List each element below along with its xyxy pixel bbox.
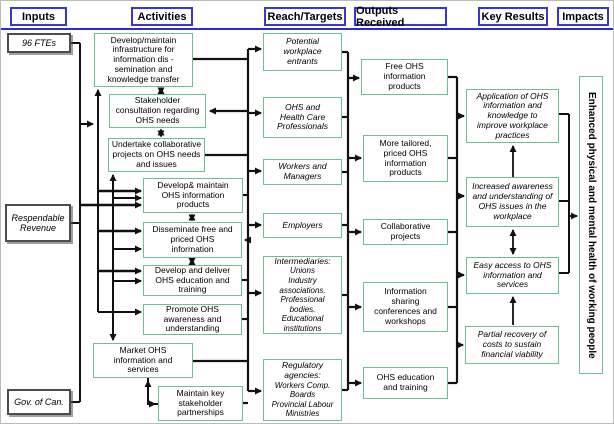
reach-box-workers-managers: Workers and Managers: [263, 159, 342, 185]
key-result-box-application: Application of OHS information and knowledge to improve workplace practices: [466, 89, 559, 143]
input-box-gov-of-can: Gov. of Can.: [7, 389, 71, 415]
activity-box-partnerships: Maintain key stakeholder partnerships: [158, 386, 243, 421]
input-box-respendable-revenue: Respendable Revenue: [5, 204, 71, 242]
reach-box-professionals: OHS and Health Care Professionals: [263, 97, 342, 138]
reach-box-intermediaries: [263, 256, 342, 334]
activity-box-collaborative-projects: Undertake collaborative projects on OHS needs and issues: [108, 138, 205, 172]
intermediaries-list: Unions Industry associations. Professional bodies. Educational institutions: [279, 266, 326, 333]
header-activities: Activities: [131, 7, 193, 26]
header-key-results: Key Results: [478, 7, 548, 26]
output-box-collaborative-projects: Collaborative projects: [363, 219, 448, 245]
input-box-96-ftes: 96 FTEs: [7, 33, 71, 53]
header-inputs: Inputs: [10, 7, 67, 26]
header-reach-targets: Reach/Targets: [264, 7, 346, 26]
output-box-free-products: Free OHS information products: [361, 59, 448, 95]
key-result-box-awareness: Increased awareness and understanding of OHS issues in the workplace: [466, 177, 559, 227]
activity-box-develop-products: Develop& maintain OHS information products: [143, 178, 243, 213]
activity-box-disseminate: Disseminate free and priced OHS information: [143, 222, 242, 258]
header-outputs-received: Outputs Received: [354, 7, 447, 26]
impact-box-health: Enhanced physical and mental health of working people: [579, 76, 603, 374]
reach-box-employers: Employers: [263, 213, 342, 238]
key-result-box-cost-recovery: Partial recovery of costs to sustain financial viability: [465, 326, 559, 364]
intermediaries-heading: Intermediaries:: [274, 255, 331, 266]
header-impacts: Impacts: [557, 7, 609, 26]
regulatory-heading: Regulatory agencies:: [281, 360, 324, 380]
activity-box-infrastructure: Develop/maintain infrastructure for information dis - semination and knowledge transfer: [94, 33, 193, 87]
reach-box-workplace-entrants: Potential workplace entrants: [263, 33, 342, 71]
reach-box-regulatory-agencies: [263, 359, 342, 421]
activity-box-education-training: Develop and deliver OHS education and training: [143, 265, 242, 296]
activity-box-promote-awareness: Promote OHS awareness and understanding: [143, 304, 242, 335]
output-box-education: OHS education and training: [363, 367, 448, 399]
output-box-tailored-products: More tailored, priced OHS information products: [363, 135, 448, 182]
output-box-conferences: Information sharing conferences and workshops: [363, 282, 448, 332]
regulatory-list: Workers Comp. Boards Provincial Labour Ministries: [271, 380, 334, 419]
activity-box-market-services: Market OHS information and services: [93, 343, 193, 378]
key-result-box-access: Easy access to OHS information and services: [466, 257, 559, 294]
activity-box-stakeholder-consultation: Stakeholder consultation regarding OHS needs: [109, 94, 206, 128]
